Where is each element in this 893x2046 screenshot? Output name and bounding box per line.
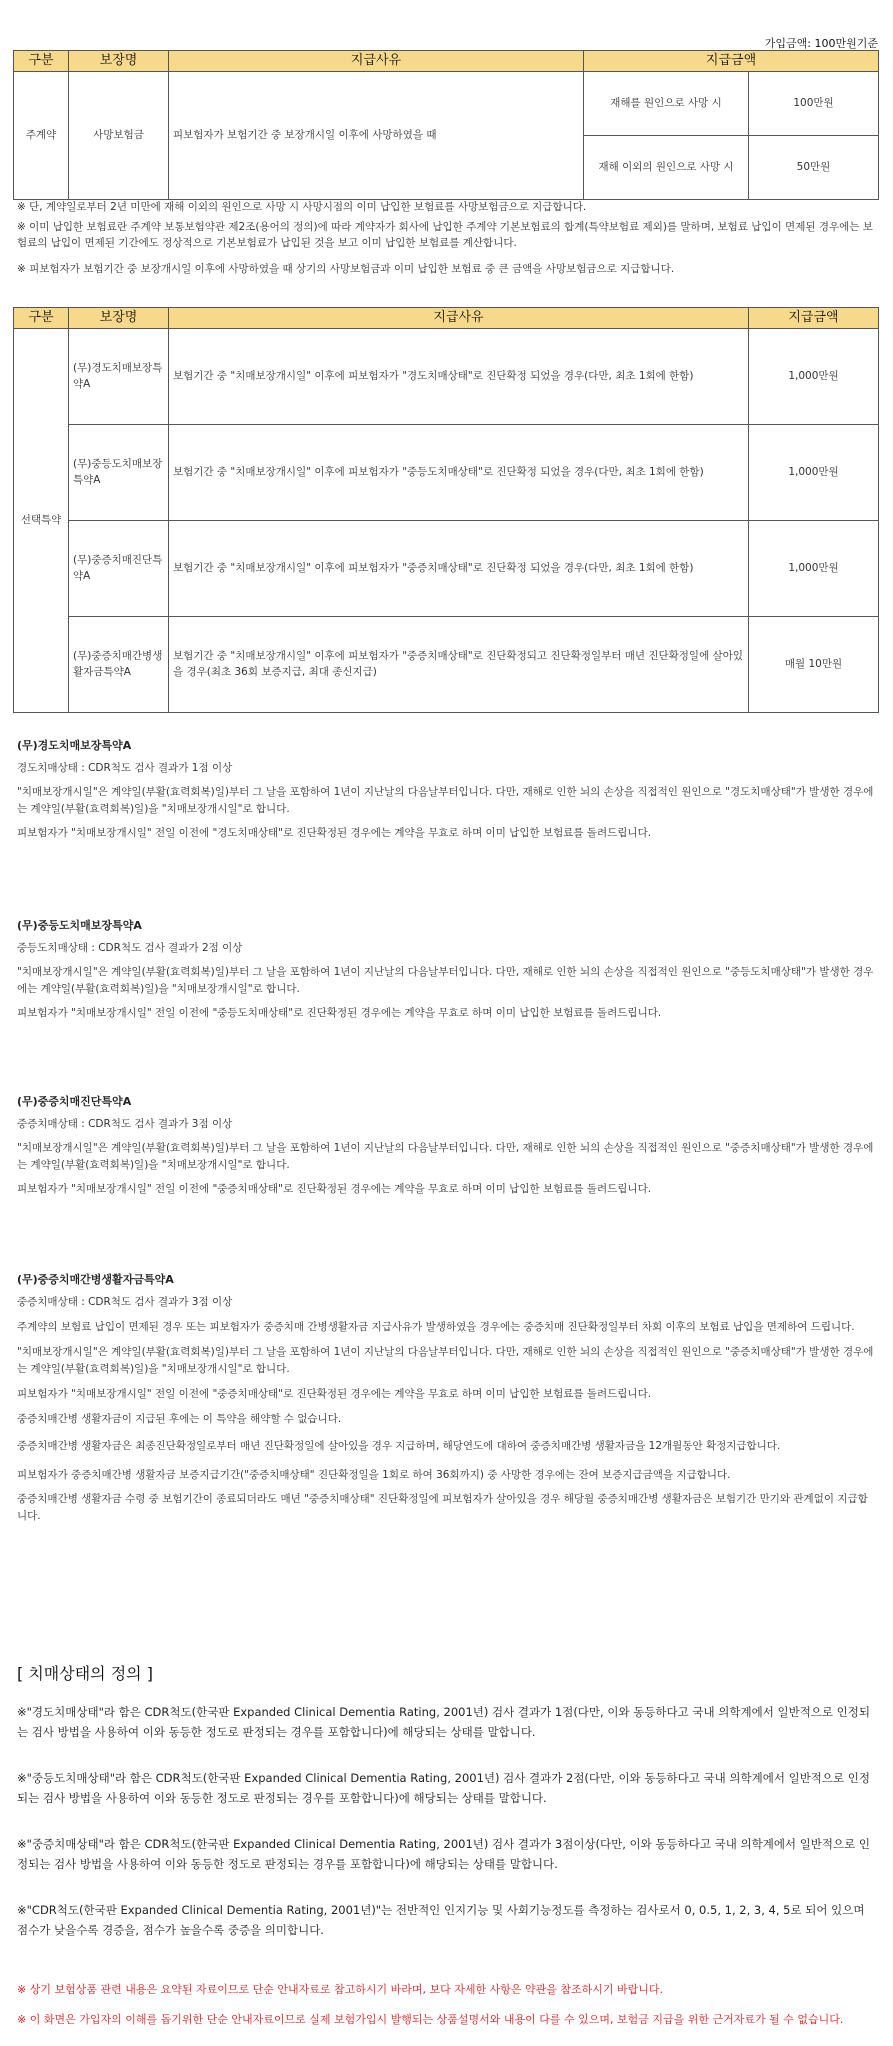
section-para: 피보험자가 "치매보장개시일" 전일 이전에 "경도치매상태"로 진단확정된 경우에는 계약을 무효로 하며 이미 납입한 보험료를 돌려드립니다. [17,826,652,839]
name-cell: (무)중증치매진단특약A [69,521,169,617]
note: ※ 단, 계약일로부터 2년 미만에 재해 이외의 원인으로 사망 시 사망시점의 이미 납입한 보험료를 사망보험금으로 지급합니다. [17,201,587,213]
header-category: 구분 [14,308,69,329]
section-para: 중증치매간병 생활자금 수령 중 보험기간이 종료되더라도 매년 "중증치매상태" 진단확정일에 피보험자가 살아있을 경우 해당월 중증치매간병 생활자금은 보험기간 만기와 관계없이 지급합니다. [17,1492,868,1522]
section-para: 피보험자가 "치매보장개시일" 전일 이전에 "중등도치매상태"로 진단확정된 경우에는 계약을 무효로 하며 이미 납입한 보험료를 돌려드립니다. [17,1006,662,1019]
amount-cell: 매월 10만원 [749,617,879,713]
definition-item: ※"중등도치매상태"라 함은 CDR척도(한국판 Expanded Clinical Dementia Rating, 2001년) 검사 결과가 2점(다만, 이와 동등하다고 국내 의학계에서 일반적으로 인정되는 검사 방법을 사용하여 이와 동등한 정도로 판정되는 경우를 포함합니다)에 해당되는 상태를 말합니다. [17,1771,871,1805]
section-para: "치매보장개시일"은 계약일(부활(효력회복)일)부터 그 날을 포함하여 1년이 지난날의 다음날부터입니다. 다만, 재해로 인한 뇌의 손상을 직접적인 원인으로 "경도치매상태"가 발생한 경우에는 계약일(부활(효력회복)일)을 "치매보장개시일"로 합니다. [17,785,874,815]
section-para: 중증치매상태 : CDR척도 검사 결과가 3점 이상 [17,1295,233,1308]
section-para: 경도치매상태 : CDR척도 검사 결과가 1점 이상 [17,761,233,774]
section-para: 주계약의 보험료 납입이 면제된 경우 또는 피보험자가 중증치매 간병생활자금 지급사유가 발생하였을 경우에는 중증치매 진단확정일부터 차회 이후의 보험료 납입을 면제하여 드립니다. [17,1320,855,1333]
definition-item: ※"경도치매상태"라 함은 CDR척도(한국판 Expanded Clinical Dementia Rating, 2001년) 검사 결과가 1점(다만, 이와 동등하다고 국내 의학계에서 일반적으로 인정되는 검사 방법을 사용하여 이와 동등한 정도로 판정되는 경우를 포함합니다)에 해당되는 상태를 말합니다. [17,1705,871,1739]
section-para: "치매보장개시일"은 계약일(부활(효력회복)일)부터 그 날을 포함하여 1년이 지난날의 다음날부터입니다. 다만, 재해로 인한 뇌의 손상을 직접적인 원인으로 "중증치매상태"가 발생한 경우에는 계약일(부활(효력회복)일)을 "치매보장개시일"로 합니다. [17,1345,874,1375]
section-para: 중증치매간병 생활자금은 최종진단확정일로부터 매년 진단확정일에 살아있을 경우 지급하며, 해당연도에 대하여 중증치매간병 생활자금을 12개월동안 확정지급합니다. [17,1439,781,1452]
table-row [14,329,879,425]
rider-section-care [17,1272,877,1525]
rider-section-mild [17,738,877,842]
name-cell: (무)중증치매간병생활자금특약A [69,617,169,713]
rider-table [13,307,879,713]
definition-item: ※"CDR척도(한국판 Expanded Clinical Dementia Rating, 2001년)"는 전반적인 인지기능 및 사회기능정도를 측정하는 검사로서 0, 0.5, 1, 2, 3, 4, 5로 되어 있으며 점수가 낮을수록 경증을, 점수가 높을수록 중증을 의미합니다. [17,1903,865,1937]
section-para: 중증치매간병 생활자금이 지급된 후에는 이 특약을 해약할 수 없습니다. [17,1412,342,1425]
warning-text: ※ 상기 보험상품 관련 내용은 요약된 자료이므로 단순 안내자료로 참고하시기 바라며, 보다 자세한 사항은 약관을 참조하시기 바랍니다. [17,1983,663,1996]
rider-section-severe [17,1094,877,1198]
header-reason: 지급사유 [169,308,749,329]
note: ※ 이미 납입한 보험료란 주계약 보통보험약관 제2조(용어의 정의)에 따라 계약자가 회사에 납입한 주계약 기본보험료의 합계(특약보험료 제외)를 말하며, 보험료 납입이 면제된 경우에는 보험료의 납입이 면제된 기간에도 정상적으로 기본보험료가 납입된 것을 보고 이미 납입한 보험료를 계산합니다. [17,221,873,249]
section-para: 중증치매상태 : CDR척도 검사 결과가 3점 이상 [17,1117,233,1130]
note: ※ 피보험자가 보험기간 중 보장개시일 이후에 사망하였을 때 상기의 사망보험금과 이미 납입한 보험료 중 큰 금액을 사망보험금으로 지급합니다. [17,263,675,275]
name-cell: 사망보험금 [69,72,169,200]
header-amount: 지급금액 [584,51,879,72]
sub-cond-cell: 재해 이외의 원인으로 사망 시 [584,136,749,200]
basis-amount: 가입금액: 100만원기준 [764,37,878,50]
section-para: 피보험자가 "치매보장개시일" 전일 이전에 "중증치매상태"로 진단확정된 경우에는 계약을 무효로 하며 이미 납입한 보험료를 돌려드립니다. [17,1182,652,1195]
table-row [14,617,879,713]
reason-cell: 보험기간 중 "치매보장개시일" 이후에 피보험자가 "경도치매상태"로 진단확정 되었을 경우(다만, 최초 1회에 한함) [169,329,749,425]
amount-cell: 1,000만원 [749,521,879,617]
table-row [14,425,879,521]
amount-cell: 1,000만원 [749,425,879,521]
section-para: "치매보장개시일"은 계약일(부활(효력회복)일)부터 그 날을 포함하여 1년이 지난날의 다음날부터입니다. 다만, 재해로 인한 뇌의 손상을 직접적인 원인으로 "중증치매상태"가 발생한 경우에는 계약일(부활(효력회복)일)을 "치매보장개시일"로 합니다. [17,1141,874,1171]
header-amount: 지급금액 [749,308,879,329]
reason-cell: 피보험자가 보험기간 중 보장개시일 이후에 사망하였을 때 [169,72,584,200]
reason-cell: 보험기간 중 "치매보장개시일" 이후에 피보험자가 "중증치매상태"로 진단확정되고 진단확정일부터 매년 진단확정일에 살아있을 경우(최초 36회 보증지급, 최대 종신지급) [169,617,749,713]
section-title: (무)경도치매보장특약A [17,739,132,752]
section-title: (무)중등도치매보장특약A [17,919,142,932]
section-para: 중등도치매상태 : CDR척도 검사 결과가 2점 이상 [17,941,243,954]
table-row [14,521,879,617]
section-para: 피보험자가 "치매보장개시일" 전일 이전에 "중증치매상태"로 진단확정된 경우에는 계약을 무효로 하며 이미 납입한 보험료를 돌려드립니다. [17,1387,652,1400]
amount-cell: 1,000만원 [749,329,879,425]
sub-cond-cell: 재해를 원인으로 사망 시 [584,72,749,136]
warning-text: ※ 이 화면은 가입자의 이해를 돕기위한 단순 안내자료이므로 실제 보험가입시 발행되는 상품설명서와 내용이 다를 수 있으며, 보험금 지급을 위한 근거자료가 될 수 없습니다. [17,2013,844,2026]
category-cell: 선택특약 [14,329,69,713]
section-title: (무)중증치매간병생활자금특약A [17,1273,174,1286]
section-title: (무)중증치매진단특약A [17,1095,132,1108]
definition-title: [ 치매상태의 정의 ] [17,1664,153,1683]
name-cell: (무)중등도치매보장특약A [69,425,169,521]
section-para: 피보험자가 중증치매간병 생활자금 보증지급기간("중증치매상태" 진단확정일을 1회로 하여 36회까지) 중 사망한 경우에는 잔여 보증지급금액을 지급합니다. [17,1468,731,1481]
header-reason: 지급사유 [169,51,584,72]
reason-cell: 보험기간 중 "치매보장개시일" 이후에 피보험자가 "중증치매상태"로 진단확정 되었을 경우(다만, 최초 1회에 한함) [169,521,749,617]
header-name: 보장명 [69,51,169,72]
section-para: "치매보장개시일"은 계약일(부활(효력회복)일)부터 그 날을 포함하여 1년이 지난날의 다음날부터입니다. 다만, 재해로 인한 뇌의 손상을 직접적인 원인으로 "중등도치매상태"가 발생한 경우에는 계약일(부활(효력회복)일)을 "치매보장개시일"로 합니다. [17,965,874,995]
reason-cell: 보험기간 중 "치매보장개시일" 이후에 피보험자가 "중등도치매상태"로 진단확정 되었을 경우(다만, 최초 1회에 한함) [169,425,749,521]
rider-section-moderate [17,918,877,1022]
name-cell: (무)경도치매보장특약A [69,329,169,425]
header-category: 구분 [14,51,69,72]
category-cell: 주계약 [14,72,69,200]
main-contract-table [13,50,879,200]
sub-amount-cell: 50만원 [749,136,879,200]
sub-amount-cell: 100만원 [749,72,879,136]
header-name: 보장명 [69,308,169,329]
definition-item: ※"중증치매상태"라 함은 CDR척도(한국판 Expanded Clinical Dementia Rating, 2001년) 검사 결과가 3점이상(다만, 이와 동등하다고 국내 의학계에서 일반적으로 인정되는 검사 방법을 사용하여 이와 동등한 정도로 판정되는 경우를 포함합니다)에 해당되는 상태를 말합니다. [17,1837,871,1871]
